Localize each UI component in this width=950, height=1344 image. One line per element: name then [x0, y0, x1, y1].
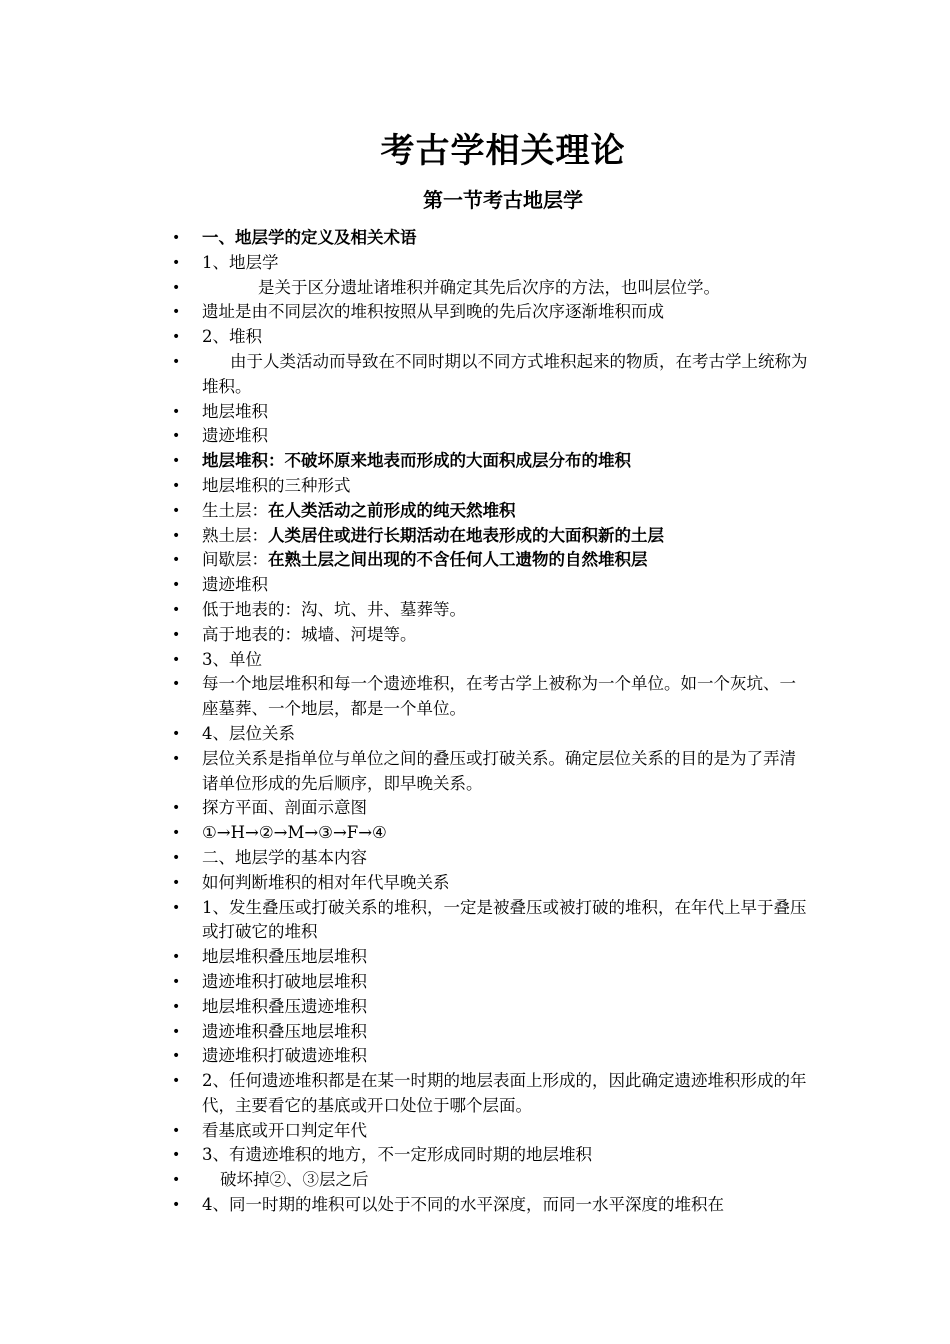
- list-item-text: 二、地层学的基本内容: [202, 847, 367, 867]
- bullet-icon: •: [172, 230, 181, 246]
- list-item-text: 是关于区分遗址诸堆积并确定其先后次序的方法，也叫层位学。: [258, 277, 720, 297]
- list-item-text: 1、发生叠压或打破关系的堆积，一定是被叠压或被打破的堆积，在年代上早于叠压或打破它的堆积: [202, 897, 807, 942]
- list-item-label: 间歇层：: [202, 550, 268, 570]
- list-item: [172, 1020, 812, 1045]
- bullet-icon: •: [172, 601, 181, 618]
- list-item: [172, 747, 812, 797]
- list-item: [172, 524, 812, 549]
- bullet-icon: •: [172, 1122, 181, 1139]
- list-item-text: 地层堆积: [202, 401, 268, 421]
- list-item-text: 由于人类活动而导致在不同时期以不同方式堆积起来的物质，在考古学上统称为堆积。: [202, 351, 808, 396]
- list-item: [172, 1193, 812, 1218]
- list-item: [172, 499, 812, 524]
- list-item-text: 地层堆积的三种形式: [202, 475, 351, 495]
- bullet-icon: •: [172, 849, 181, 866]
- list-item: [172, 424, 812, 449]
- bullet-icon: •: [172, 552, 181, 569]
- list-item: [172, 945, 812, 970]
- list-item-text: 4、同一时期的堆积可以处于不同的水平深度，而同一水平深度的堆积在: [202, 1195, 724, 1215]
- list-item-text: 3、单位: [202, 649, 262, 669]
- list-item: [172, 871, 812, 896]
- list-item-label: 生土层：: [202, 500, 268, 520]
- list-item-text: 低于地表的：沟、坑、井、墓葬等。: [202, 599, 466, 619]
- list-item: [172, 300, 812, 325]
- bullet-icon: •: [172, 254, 181, 271]
- list-item: [172, 1069, 812, 1119]
- list-item: [172, 598, 812, 623]
- bullet-icon: •: [172, 453, 181, 470]
- list-item: [172, 1044, 812, 1069]
- bullet-icon: •: [172, 1197, 181, 1214]
- bullet-icon: •: [172, 403, 181, 420]
- bullet-icon: •: [172, 304, 181, 321]
- bullet-icon: •: [172, 825, 181, 842]
- bullet-icon: •: [172, 1073, 181, 1090]
- list-item-text: 遗迹堆积: [202, 426, 268, 446]
- list-item: [172, 896, 812, 946]
- bullet-icon: •: [172, 329, 181, 346]
- list-item: [172, 226, 812, 251]
- list-item-text: 如何判断堆积的相对年代早晚关系: [202, 872, 450, 892]
- list-item-text: 3、有遗迹堆积的地方，不一定形成同时期的地层堆积: [202, 1145, 592, 1165]
- bullet-icon: •: [172, 874, 181, 891]
- list-item-text: 一、地层学的定义及相关术语: [202, 228, 417, 247]
- bullet-icon: •: [172, 800, 181, 817]
- bullet-icon: •: [172, 477, 181, 494]
- list-item: [172, 821, 812, 846]
- list-item-text: 地层堆积叠压遗迹堆积: [202, 996, 367, 1016]
- list-item: [172, 623, 812, 648]
- list-item-text: 2、堆积: [202, 327, 262, 347]
- list-item-definition: 人类居住或进行长期活动在地表形成的大面积新的土层: [268, 525, 664, 545]
- bullet-icon: •: [172, 1048, 181, 1065]
- list-item: [172, 474, 812, 499]
- list-item-text: 遗址是由不同层次的堆积按照从早到晚的先后次序逐渐堆积而成: [202, 302, 664, 322]
- list-item-text: 高于地表的：城墙、河堤等。: [202, 624, 417, 644]
- list-item-label: 熟土层：: [202, 525, 268, 545]
- bullet-icon: •: [172, 1147, 181, 1164]
- list-item-definition: 在人类活动之前形成的纯天然堆积: [268, 500, 516, 520]
- list-item-text: ①→H→②→M→③→F→④: [202, 823, 387, 843]
- bullet-icon: •: [172, 899, 181, 916]
- list-item: [172, 1168, 812, 1193]
- list-item-text: 2、任何遗迹堆积都是在某一时期的地层表面上形成的，因此确定遗迹堆积形成的年代，主要看它的基底或开口处位于哪个层面。: [202, 1071, 807, 1115]
- list-item: [172, 350, 812, 400]
- list-item-text: [202, 550, 648, 569]
- list-item: [172, 1119, 812, 1144]
- list-item-definition: 在熟土层之间出现的不含任何人工遗物的自然堆积层: [268, 550, 648, 570]
- list-item-text: 层位关系是指单位与单位之间的叠压或打破关系。确定层位关系的目的是为了弄清诸单位形成的先后顺序，即早晚关系。: [202, 748, 796, 793]
- list-item: [172, 573, 812, 598]
- list-item: [172, 672, 812, 722]
- list-item-text: 每一个地层堆积和每一个遗迹堆积，在考古学上被称为一个单位。如一个灰坑、一座墓葬、一个地层，都是一个单位。: [202, 674, 796, 719]
- section-title: 第一节考古地层学: [423, 188, 583, 212]
- list-item: [172, 449, 812, 474]
- bullet-icon: •: [172, 725, 181, 742]
- bullet-icon: •: [172, 626, 181, 643]
- bullet-icon: •: [172, 1023, 181, 1040]
- document-title: 考古学相关理论: [380, 131, 626, 171]
- list-item: [172, 325, 812, 350]
- bullet-icon: •: [172, 279, 181, 296]
- list-item-text: [202, 526, 664, 545]
- list-item: [172, 995, 812, 1020]
- bullet-icon: •: [172, 998, 181, 1015]
- bullet-icon: •: [172, 750, 181, 767]
- bullet-icon: •: [172, 527, 181, 544]
- bullet-icon: •: [172, 1172, 181, 1189]
- list-item: [172, 970, 812, 995]
- list-item-text: 遗迹堆积打破地层堆积: [202, 971, 367, 991]
- list-item-text: 1、地层学: [202, 252, 279, 272]
- list-item-text: 地层堆积：不破坏原来地表而形成的大面积成层分布的堆积: [202, 451, 631, 471]
- list-item-text: 遗迹堆积: [202, 575, 268, 595]
- bullet-list: [172, 226, 812, 1218]
- bullet-icon: •: [172, 353, 181, 370]
- list-item: [172, 548, 812, 573]
- list-item-text: [202, 501, 516, 520]
- bullet-icon: •: [172, 973, 181, 990]
- list-item: [172, 276, 812, 301]
- list-item: [172, 1143, 812, 1168]
- list-item-text: 4、层位关系: [202, 723, 295, 743]
- list-item: [172, 251, 812, 276]
- bullet-icon: •: [172, 949, 181, 966]
- list-item: [172, 648, 812, 673]
- list-item: [172, 846, 812, 871]
- bullet-icon: •: [172, 676, 181, 693]
- list-item-text: 遗迹堆积叠压地层堆积: [202, 1021, 367, 1041]
- list-item-text: 破坏掉②、③层之后: [220, 1170, 369, 1190]
- bullet-icon: •: [172, 502, 181, 519]
- list-item: [172, 400, 812, 425]
- list-item-text: 探方平面、剖面示意图: [202, 798, 367, 818]
- list-item-text: 看基底或开口判定年代: [202, 1120, 367, 1140]
- list-item: [172, 796, 812, 821]
- list-item-text: 地层堆积叠压地层堆积: [202, 947, 367, 967]
- bullet-icon: •: [172, 651, 181, 668]
- bullet-icon: •: [172, 428, 181, 445]
- list-item-text: 遗迹堆积打破遗迹堆积: [202, 1046, 367, 1066]
- list-item: [172, 722, 812, 747]
- bullet-icon: •: [172, 577, 181, 594]
